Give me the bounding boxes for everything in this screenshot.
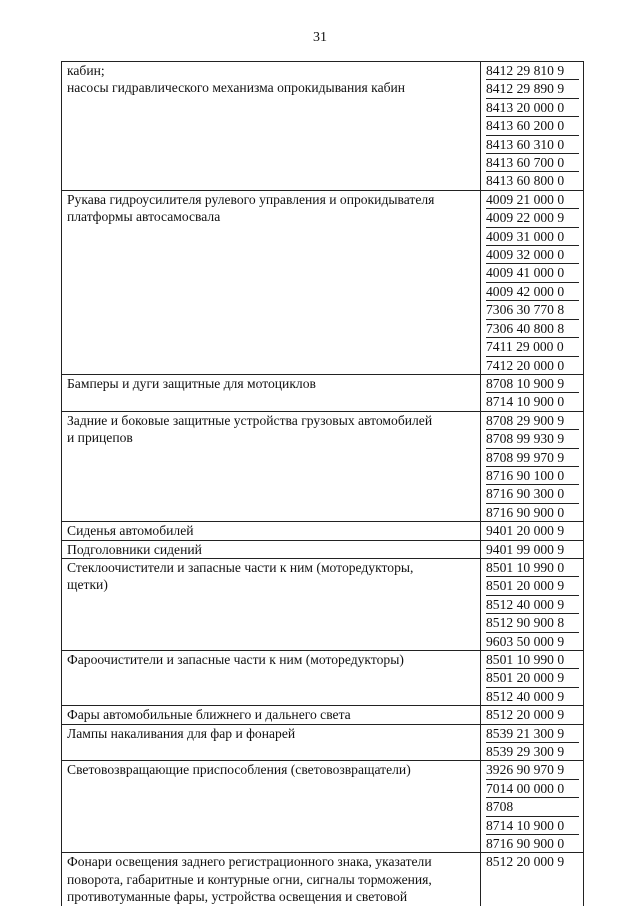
description-line: Бамперы и дуги защитные для мотоциклов <box>67 375 316 391</box>
item-description <box>62 374 481 411</box>
table-row <box>62 411 584 521</box>
tnved-code: 8413 60 800 0 <box>486 171 579 189</box>
tnved-code: 7306 30 770 8 <box>486 300 579 318</box>
item-codes <box>481 761 584 853</box>
tnved-code: 4009 21 000 0 <box>486 191 565 207</box>
item-description <box>62 411 481 521</box>
table-row <box>62 853 584 906</box>
tnved-code: 3926 90 970 9 <box>486 762 565 778</box>
tnved-code: 8413 60 200 0 <box>486 116 579 134</box>
tnved-codes-table <box>61 61 584 906</box>
tnved-code: 8708 99 970 9 <box>486 448 579 466</box>
item-description <box>62 761 481 853</box>
tnved-code: 8539 29 300 9 <box>486 742 579 760</box>
description-line: Рукава гидроусилителя рулевого управления и опрокидывателя <box>67 191 435 207</box>
table-row <box>62 190 584 374</box>
tnved-code: 4009 22 000 9 <box>486 208 579 226</box>
tnved-code: 8413 60 700 0 <box>486 153 579 171</box>
tnved-code: 8716 90 100 0 <box>486 466 579 484</box>
description-line: Сиденья автомобилей <box>67 523 194 539</box>
description-line: платформы автосамосвала <box>67 209 221 225</box>
tnved-code: 8708 10 900 9 <box>486 375 565 391</box>
description-line: Фонари освещения заднего регистрационного знака, указатели <box>67 854 432 870</box>
item-description <box>62 540 481 558</box>
item-codes <box>481 724 584 761</box>
item-codes <box>481 853 584 906</box>
tnved-code: 9401 20 000 9 <box>486 523 565 539</box>
tnved-code: 8512 40 000 9 <box>486 687 579 705</box>
tnved-code: 8714 10 900 0 <box>486 816 579 834</box>
tnved-code: 8539 21 300 9 <box>486 725 565 741</box>
description-line: Лампы накаливания для фар и фонарей <box>67 725 296 741</box>
item-codes <box>481 558 584 650</box>
item-description <box>62 651 481 706</box>
table-row <box>62 62 584 191</box>
item-description <box>62 522 481 540</box>
tnved-code: 8501 20 000 9 <box>486 668 579 686</box>
tnved-code: 7411 29 000 0 <box>486 337 579 355</box>
tnved-code: 8512 90 900 8 <box>486 613 579 631</box>
tnved-code: 8501 10 990 0 <box>486 652 565 667</box>
tnved-code: 4009 41 000 0 <box>486 263 579 281</box>
item-codes <box>481 374 584 411</box>
tnved-code: 4009 32 000 0 <box>486 245 579 263</box>
tnved-code: 8413 20 000 0 <box>486 98 579 116</box>
tnved-code: 4009 31 000 0 <box>486 227 579 245</box>
item-codes <box>481 540 584 558</box>
description-line: Подголовники сидений <box>67 541 202 557</box>
table-row <box>62 374 584 411</box>
item-description <box>62 724 481 761</box>
description-line: Фары автомобильные ближнего и дальнего света <box>67 707 351 723</box>
description-line: и прицепов <box>67 430 133 446</box>
tnved-code: 8708 29 900 9 <box>486 412 565 428</box>
description-line: Фароочистители и запасные части к ним (моторедукторы) <box>67 652 404 667</box>
tnved-code: 7014 00 000 0 <box>486 779 579 797</box>
item-description <box>62 558 481 650</box>
tnved-code: 9401 99 000 9 <box>486 541 565 557</box>
tnved-code: 7306 40 800 8 <box>486 319 579 337</box>
table-row <box>62 706 584 724</box>
tnved-code: 8501 20 000 9 <box>486 576 579 594</box>
table-row <box>62 651 584 706</box>
description-line: кабин; <box>67 63 105 78</box>
item-codes <box>481 62 584 191</box>
tnved-code: 8708 <box>486 797 579 815</box>
item-description <box>62 706 481 724</box>
table-row <box>62 540 584 558</box>
tnved-code: 8716 90 300 0 <box>486 484 579 502</box>
tnved-code: 4009 42 000 0 <box>486 282 579 300</box>
item-codes <box>481 706 584 724</box>
tnved-code: 7412 20 000 0 <box>486 356 579 374</box>
tnved-code: 8512 40 000 9 <box>486 595 579 613</box>
item-description <box>62 62 481 191</box>
description-line: щетки) <box>67 577 108 593</box>
item-description <box>62 190 481 374</box>
table-row <box>62 761 584 853</box>
tnved-code: 8412 29 810 9 <box>486 63 565 78</box>
table-row <box>62 522 584 540</box>
tnved-code: 8716 90 900 0 <box>486 503 579 521</box>
description-line: насосы гидравлического механизма опрокидывания кабин <box>67 80 406 96</box>
description-line: Стеклоочистители и запасные части к ним (моторедукторы, <box>67 559 414 575</box>
table-body <box>62 62 584 906</box>
description-line: Световозвращающие приспособления (световозвращатели) <box>67 762 411 778</box>
item-codes <box>481 651 584 706</box>
tnved-code: 9603 50 000 9 <box>486 632 579 650</box>
description-line: противотуманные фары, устройства освещения и световой <box>67 889 408 905</box>
tnved-code: 8501 10 990 0 <box>486 559 565 575</box>
table-row <box>62 724 584 761</box>
item-description <box>62 853 481 906</box>
tnved-code: 8512 20 000 9 <box>486 854 565 870</box>
item-codes <box>481 411 584 521</box>
description-line: поворота, габаритные и контурные огни, сигналы торможения, <box>67 871 432 887</box>
page-number: 31 <box>313 30 327 45</box>
table-row <box>62 558 584 650</box>
tnved-code: 8716 90 900 0 <box>486 834 579 852</box>
item-codes <box>481 522 584 540</box>
tnved-code: 8413 60 310 0 <box>486 135 579 153</box>
tnved-code: 8512 20 000 9 <box>486 707 565 723</box>
tnved-code: 8412 29 890 9 <box>486 79 579 97</box>
description-line: Задние и боковые защитные устройства грузовых автомобилей <box>67 412 433 428</box>
item-codes <box>481 190 584 374</box>
tnved-code: 8708 99 930 9 <box>486 429 579 447</box>
tnved-code: 8714 10 900 0 <box>486 392 579 410</box>
